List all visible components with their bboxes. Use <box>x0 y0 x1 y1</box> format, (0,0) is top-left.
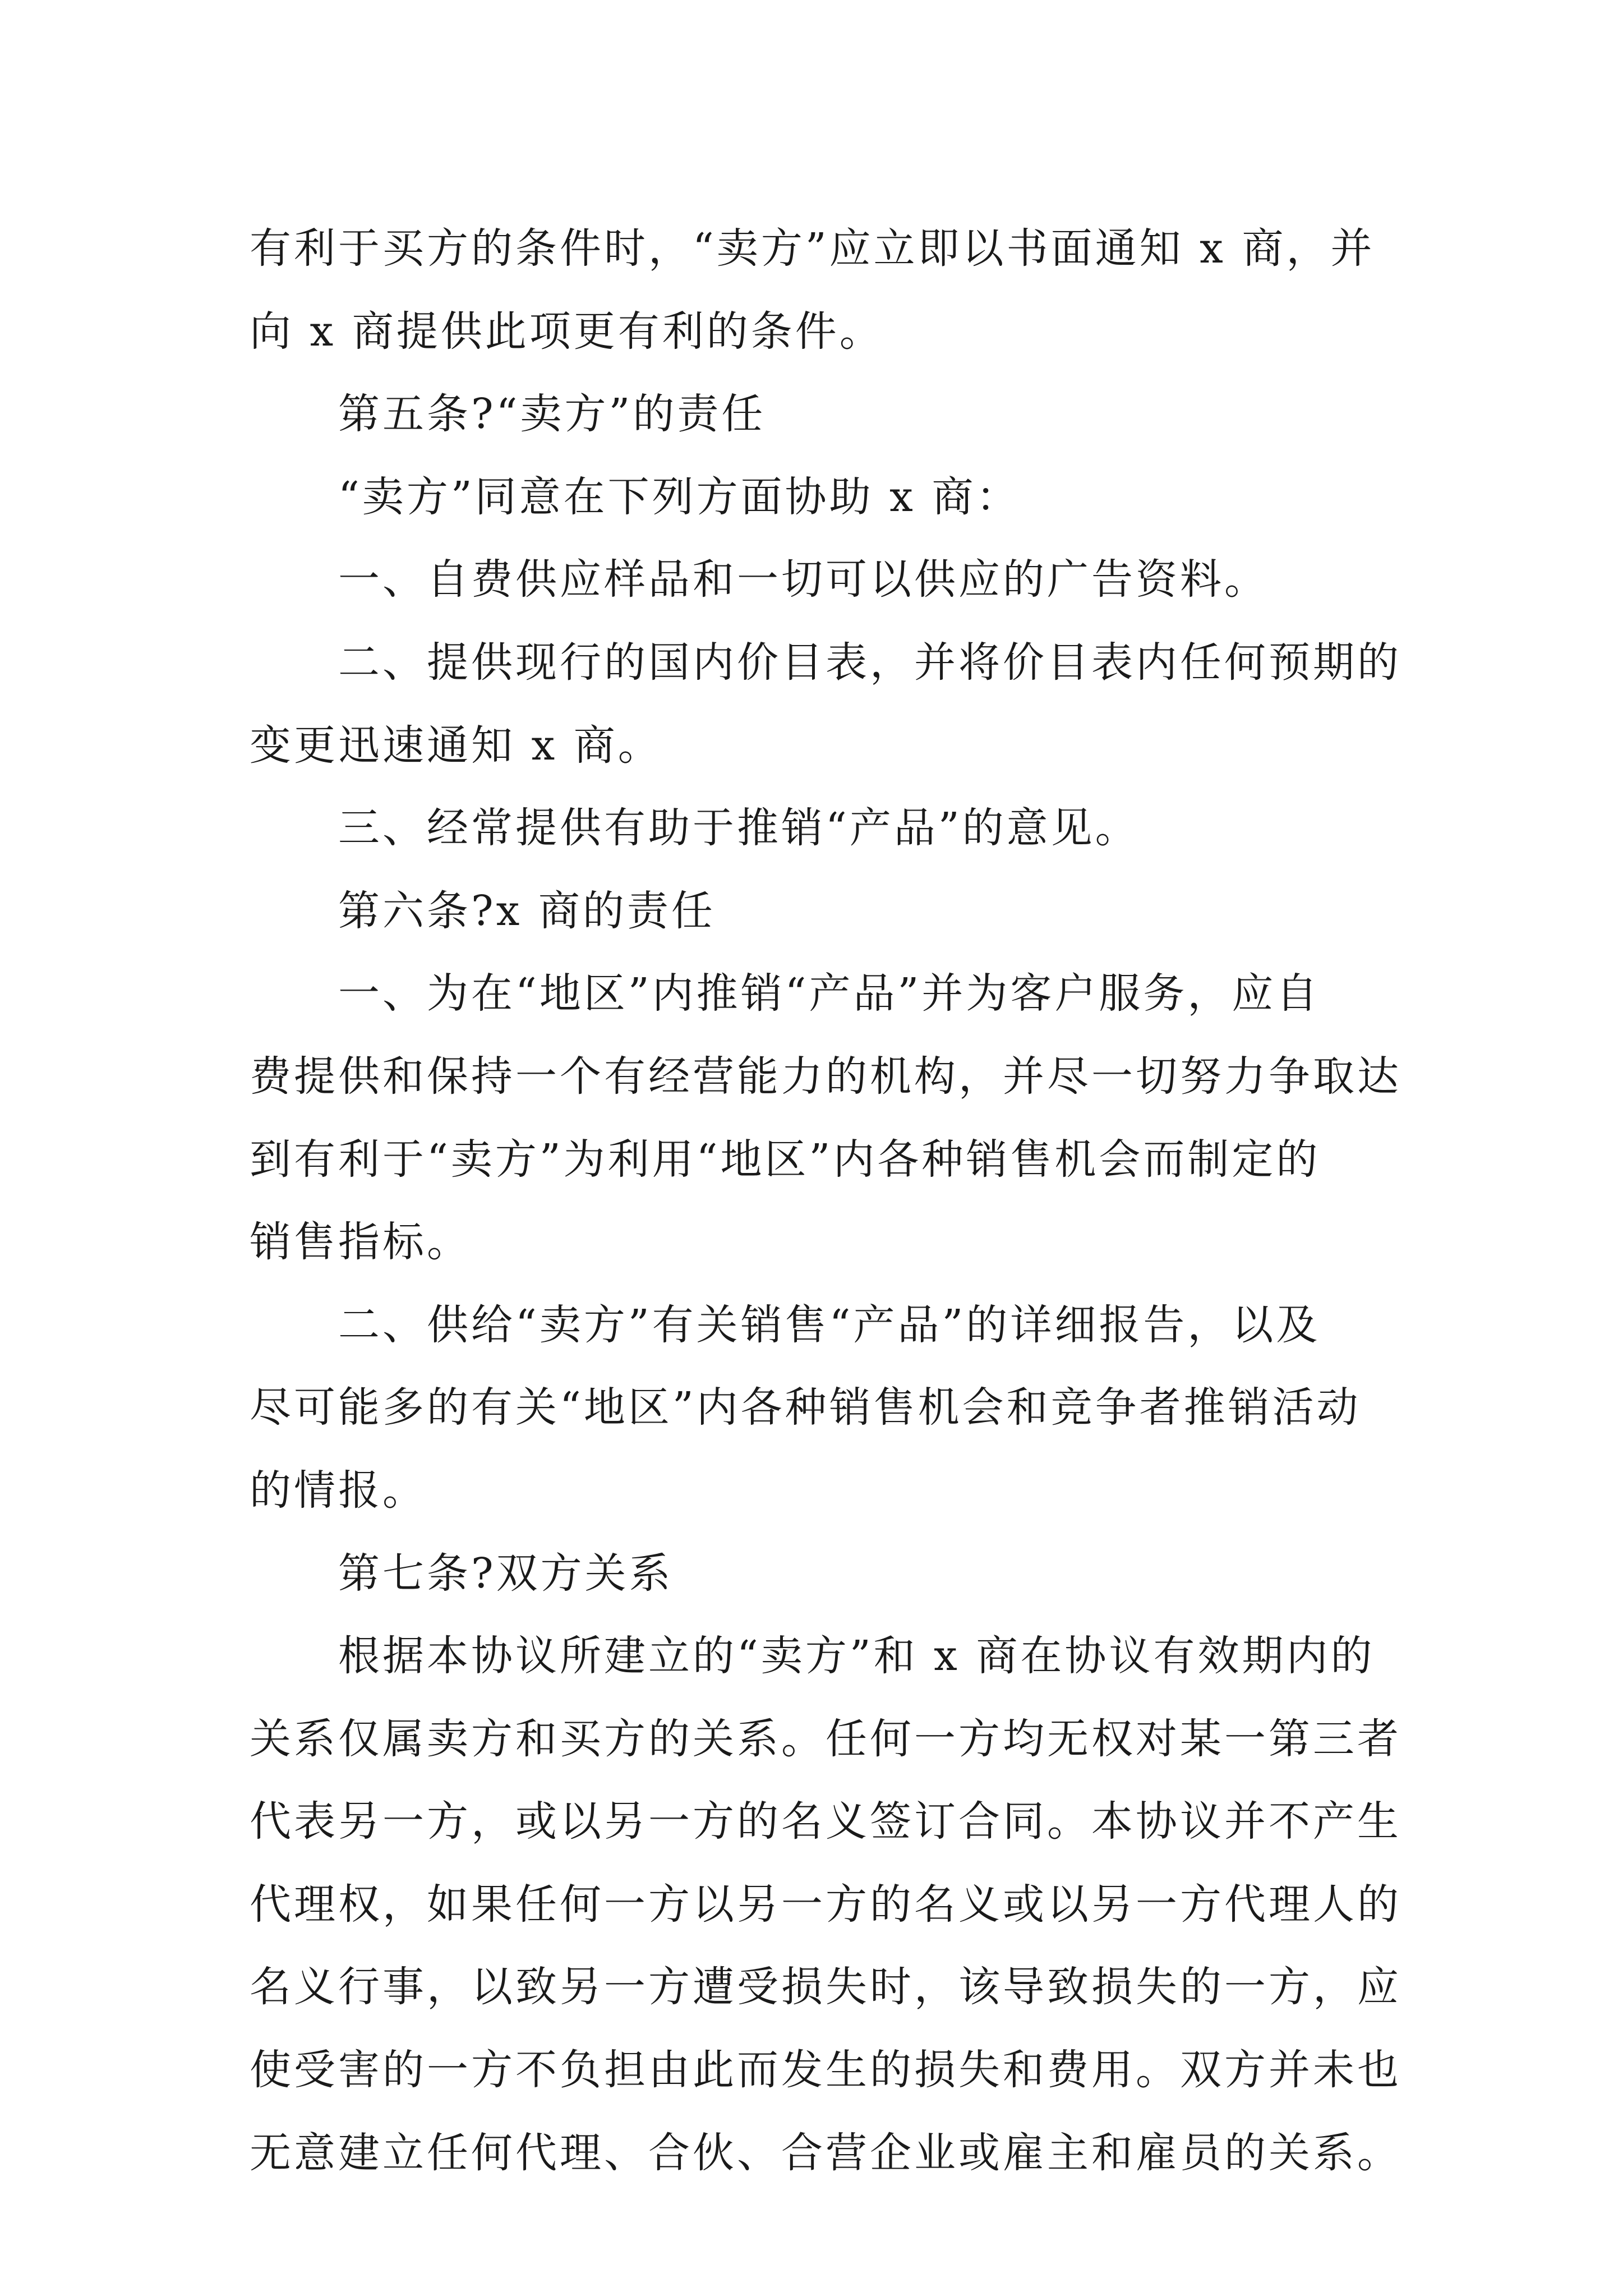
text-line: 使受害的一方不负担由此而发生的损失和费用。双方并未也 <box>250 2046 1401 2095</box>
text-line: 无意建立任何代理、合伙、合营企业或雇主和雇员的关系。 <box>250 2128 1401 2177</box>
document-body <box>250 208 1401 2194</box>
text-line: 根据本协议所建立的“卖方”和 x 商在协议有效期内的 <box>338 1632 1375 1681</box>
text-line: 名义行事，以致另一方遭受损失时，该导致损失的一方，应 <box>250 1963 1401 2012</box>
text-line: “卖方”同意在下列方面协助 x 商： <box>338 472 1021 521</box>
text-line: 关系仅属卖方和买方的关系。任何一方均无权对某一第三者 <box>250 1714 1401 1763</box>
text-line: 的情报。 <box>250 1466 427 1515</box>
text-line: 销售指标。 <box>250 1218 471 1267</box>
text-line: 代表另一方，或以另一方的名义签订合同。本协议并不产生 <box>250 1797 1401 1846</box>
text-line: 代理权，如果任何一方以另一方的名义或以另一方代理人的 <box>250 1880 1401 1929</box>
text-line: 二、提供现行的国内价目表，并将价目表内任何预期的 <box>338 638 1401 687</box>
text-line: 费提供和保持一个有经营能力的机构，并尽一切努力争取达 <box>250 1052 1401 1101</box>
text-line: 三、经常提供有助于推销“产品”的意见。 <box>338 804 1140 853</box>
text-line: 一、自费供应样品和一切可以供应的广告资料。 <box>338 555 1269 604</box>
text-line: 一、为在“地区”内推销“产品”并为客户服务，应自 <box>338 969 1321 1018</box>
article-heading: 第五条?“卖方”的责任 <box>338 390 766 439</box>
text-line: 有利于买方的条件时，“卖方”应立即以书面通知 x 商，并 <box>250 224 1375 273</box>
text-line: 到有利于“卖方”为利用“地区”内各种销售机会而制定的 <box>250 1135 1321 1184</box>
text-line: 向 x 商提供此项更有利的条件。 <box>250 307 884 356</box>
article-heading: 第七条?双方关系 <box>338 1549 674 1598</box>
article-heading: 第六条?x 商的责任 <box>338 886 716 935</box>
text-line: 变更迅速通知 x 商。 <box>250 721 662 770</box>
text-line: 二、供给“卖方”有关销售“产品”的详细报告，以及 <box>338 1300 1321 1349</box>
text-line: 尽可能多的有关“地区”内各种销售机会和竞争者推销活动 <box>250 1383 1361 1432</box>
